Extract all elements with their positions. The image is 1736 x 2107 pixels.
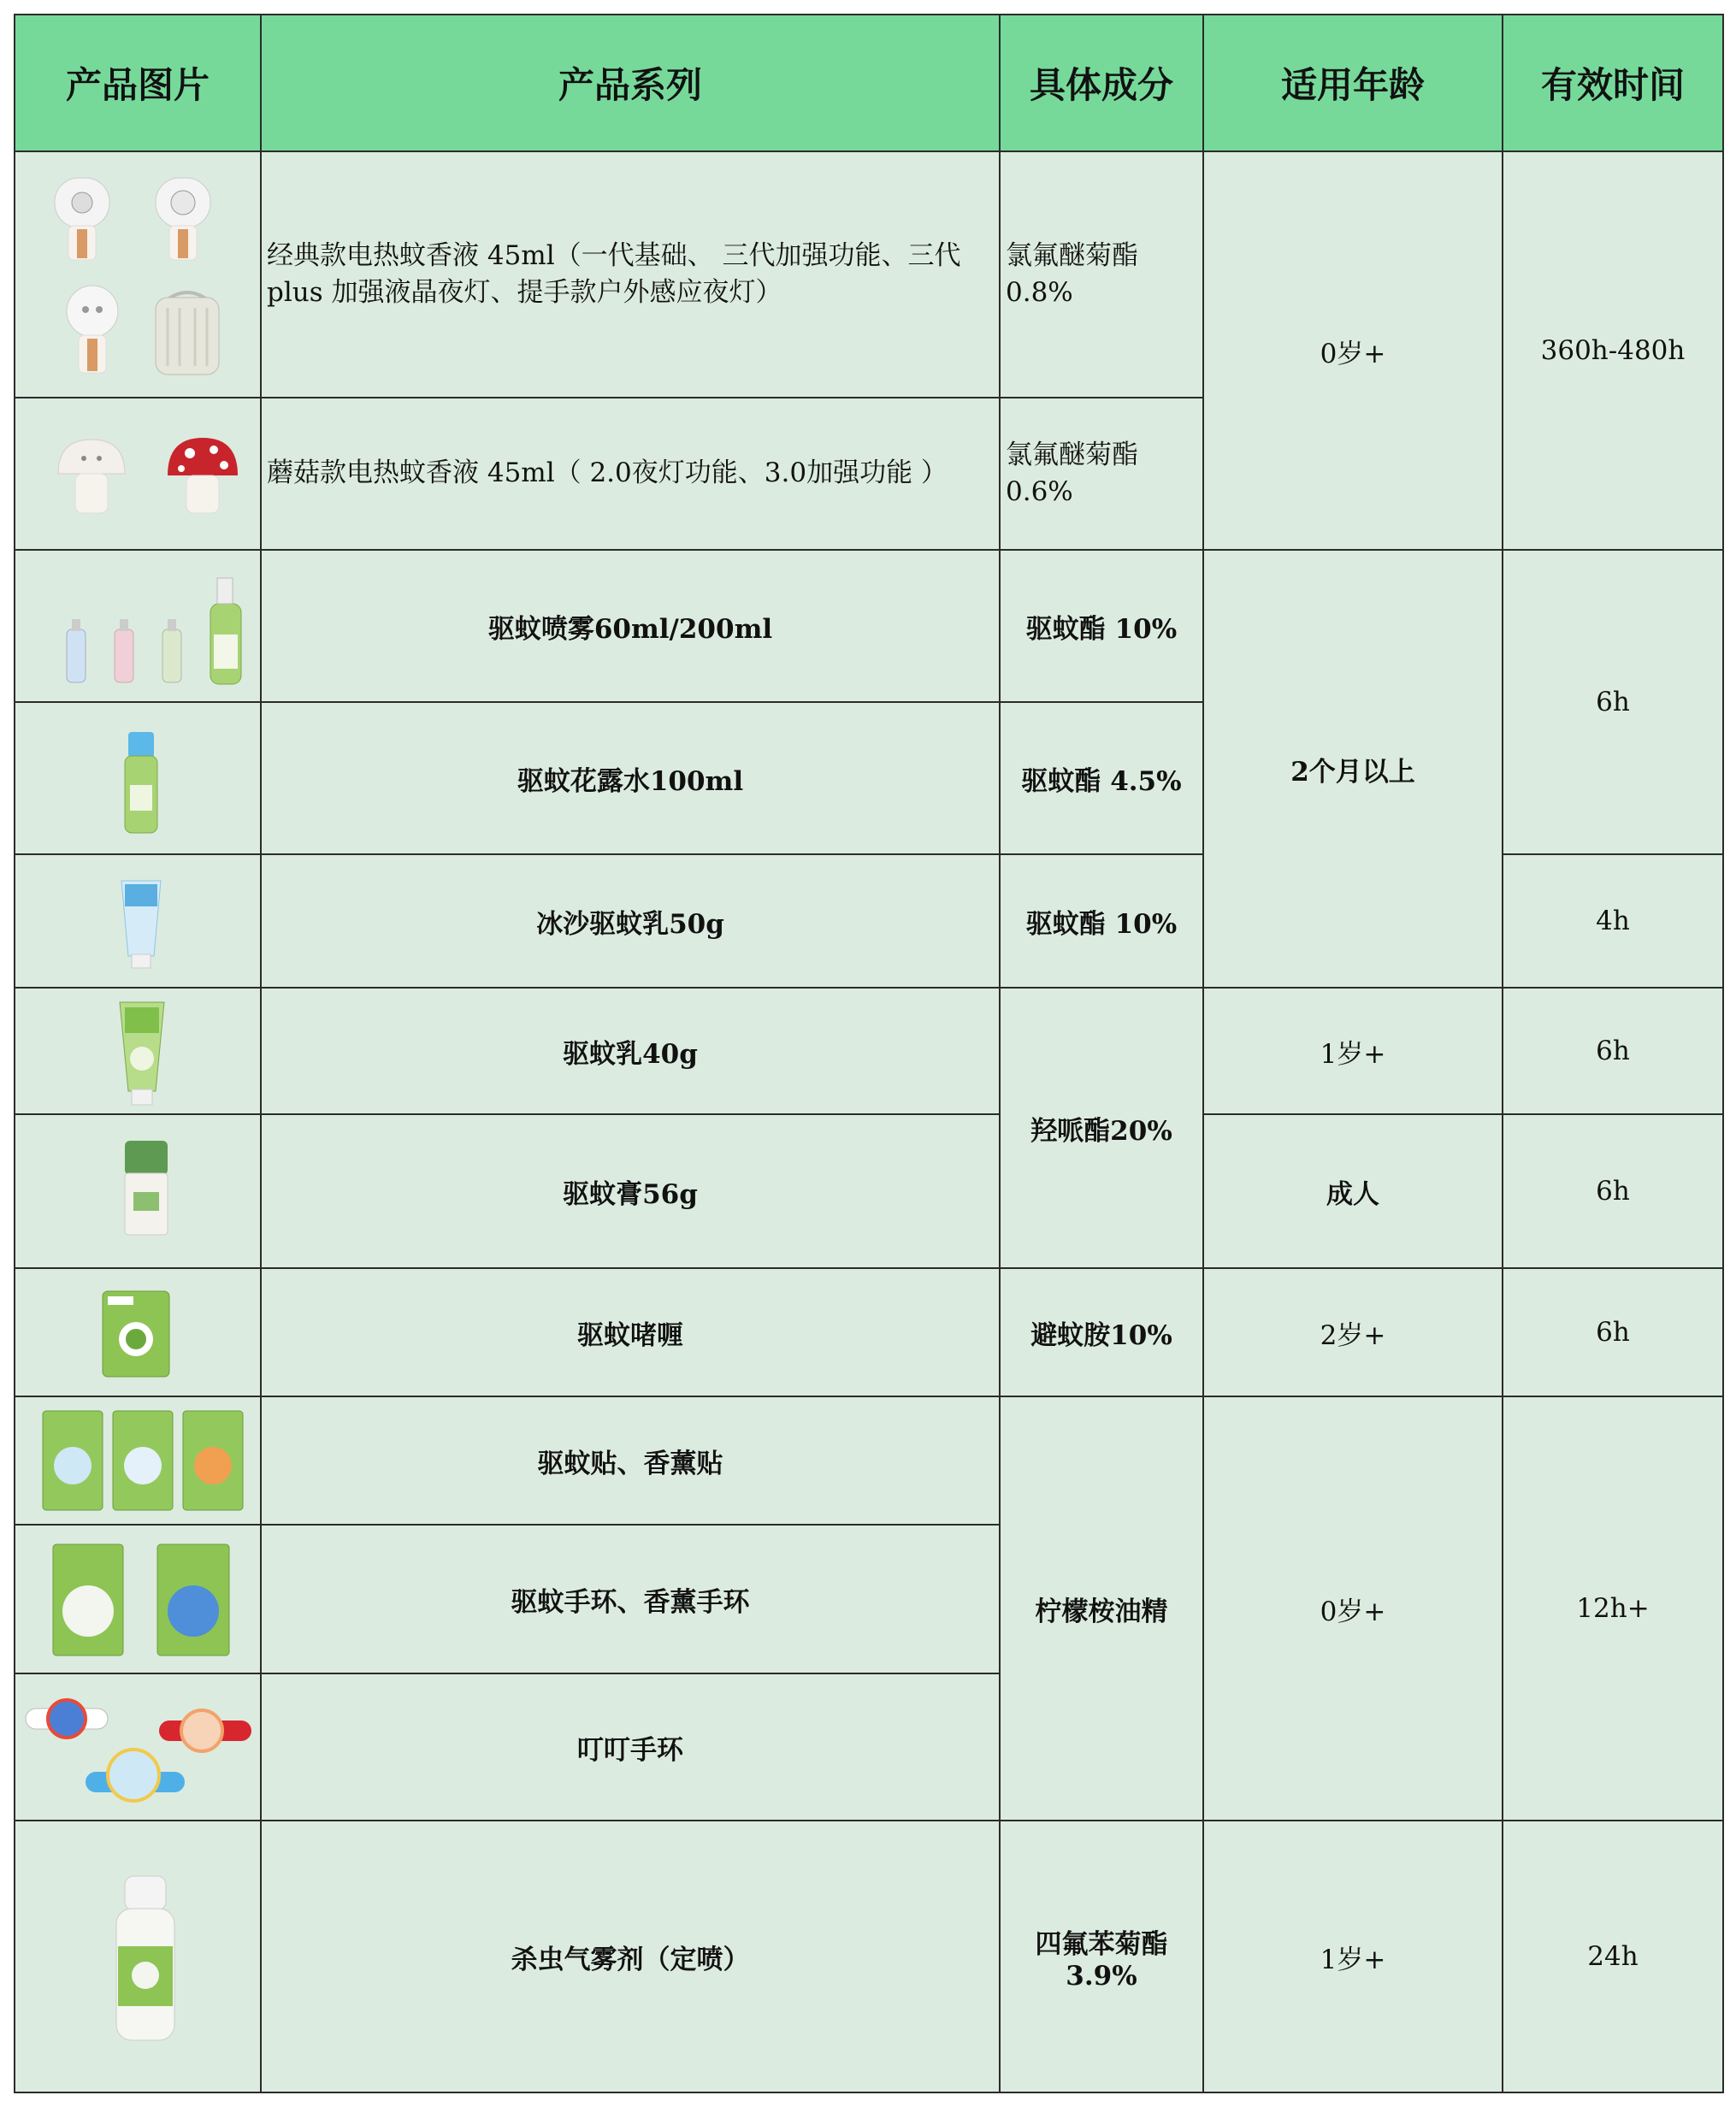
product-image-cell — [15, 398, 261, 550]
age-cell: 成人 — [1203, 1114, 1503, 1268]
blue-tube-icon — [118, 877, 164, 971]
age-cell: 1岁+ — [1203, 1821, 1503, 2092]
product-image-cell — [15, 1114, 261, 1268]
series-cell: 驱蚊乳40g — [261, 988, 1000, 1114]
ingredient-cell: 四氟苯菊酯3.9% — [1000, 1821, 1203, 2092]
age-cell: 2个月以上 — [1203, 550, 1503, 988]
cartoon-bracelet-icon — [22, 1690, 253, 1806]
header-series: 产品系列 — [261, 15, 1000, 151]
table-row — [15, 1268, 1723, 1396]
lantern-heater-icon — [151, 287, 224, 378]
ingredient-cell: 羟哌酯20% — [1000, 988, 1203, 1268]
header-time: 有效时间 — [1503, 15, 1723, 151]
age-cell: 2岁+ — [1203, 1268, 1503, 1396]
time-cell: 360h-480h — [1503, 151, 1723, 550]
ingredient-cell: 驱蚊酯 10% — [1000, 550, 1203, 702]
green-tube-icon — [116, 999, 168, 1108]
spray-bottle-icon — [50, 570, 255, 689]
header-ingredient: 具体成分 — [1000, 15, 1203, 151]
age-cell: 0岁+ — [1203, 151, 1503, 550]
series-cell: 驱蚊手环、香薰手环 — [261, 1525, 1000, 1673]
product-image-cell — [15, 1821, 261, 2092]
time-cell: 24h — [1503, 1821, 1723, 2092]
stick-balm-icon — [121, 1137, 171, 1240]
product-image-cell — [15, 1396, 261, 1525]
age-cell: 1岁+ — [1203, 988, 1503, 1114]
gel-pack-icon — [99, 1288, 173, 1380]
time-cell: 6h — [1503, 1268, 1723, 1396]
table-row — [15, 151, 1723, 398]
ingredient-cell: 避蚊胺10% — [1000, 1268, 1203, 1396]
product-image-cell — [15, 550, 261, 702]
table-row — [15, 550, 1723, 702]
header-image: 产品图片 — [15, 15, 261, 151]
series-cell: 驱蚊膏56g — [261, 1114, 1000, 1268]
series-cell: 驱蚊花露水100ml — [261, 702, 1000, 854]
ingredient-cell: 氯氟醚菊酯0.6% — [1000, 398, 1203, 550]
ingredient-cell: 柠檬桉油精 — [1000, 1396, 1203, 1821]
bracelet-pack-icon — [51, 1543, 233, 1659]
product-image-cell — [15, 854, 261, 988]
plug-in-heater-icon — [60, 284, 125, 378]
time-cell: 12h+ — [1503, 1396, 1723, 1821]
white-mushroom-icon — [53, 436, 130, 518]
product-image-cell — [15, 1525, 261, 1673]
plug-in-heater-icon — [149, 174, 217, 267]
table-row — [15, 1114, 1723, 1268]
series-cell: 经典款电热蚊香液 45ml（一代基础、 三代加强功能、三代plus 加强液晶夜灯、提手款户外感应夜灯） — [261, 151, 1000, 398]
product-image-cell — [15, 151, 261, 398]
table-row — [15, 988, 1723, 1114]
table-row — [15, 1821, 1723, 2092]
series-cell: 蘑菇款电热蚊香液 45ml（ 2.0夜灯功能、3.0加强功能 ） — [261, 398, 1000, 550]
floral-water-bottle-icon — [120, 725, 162, 836]
series-cell: 驱蚊喷雾60ml/200ml — [261, 550, 1000, 702]
time-cell: 6h — [1503, 550, 1723, 854]
ingredient-cell: 驱蚊酯 4.5% — [1000, 702, 1203, 854]
header-row — [15, 15, 1723, 151]
series-cell: 叮叮手环 — [261, 1673, 1000, 1821]
table-row — [15, 1396, 1723, 1525]
series-cell: 杀虫气雾剂（定喷） — [261, 1821, 1000, 2092]
time-cell: 4h — [1503, 854, 1723, 988]
time-cell: 6h — [1503, 988, 1723, 1114]
product-table — [14, 14, 1724, 2093]
product-image-cell — [15, 702, 261, 854]
ingredient-cell: 氯氟醚菊酯0.8% — [1000, 151, 1203, 398]
red-mushroom-icon — [164, 436, 241, 518]
header-age: 适用年龄 — [1203, 15, 1503, 151]
aerosol-can-icon — [113, 1874, 178, 2044]
patch-pack-icon — [41, 1409, 246, 1514]
time-cell: 6h — [1503, 1114, 1723, 1268]
product-image-cell — [15, 988, 261, 1114]
product-image-cell — [15, 1673, 261, 1821]
series-cell: 冰沙驱蚊乳50g — [261, 854, 1000, 988]
series-cell: 驱蚊贴、香薰贴 — [261, 1396, 1000, 1525]
ingredient-cell: 驱蚊酯 10% — [1000, 854, 1203, 988]
plug-in-heater-icon — [48, 174, 116, 267]
age-cell: 0岁+ — [1203, 1396, 1503, 1821]
series-cell: 驱蚊啫喱 — [261, 1268, 1000, 1396]
product-image-cell — [15, 1268, 261, 1396]
